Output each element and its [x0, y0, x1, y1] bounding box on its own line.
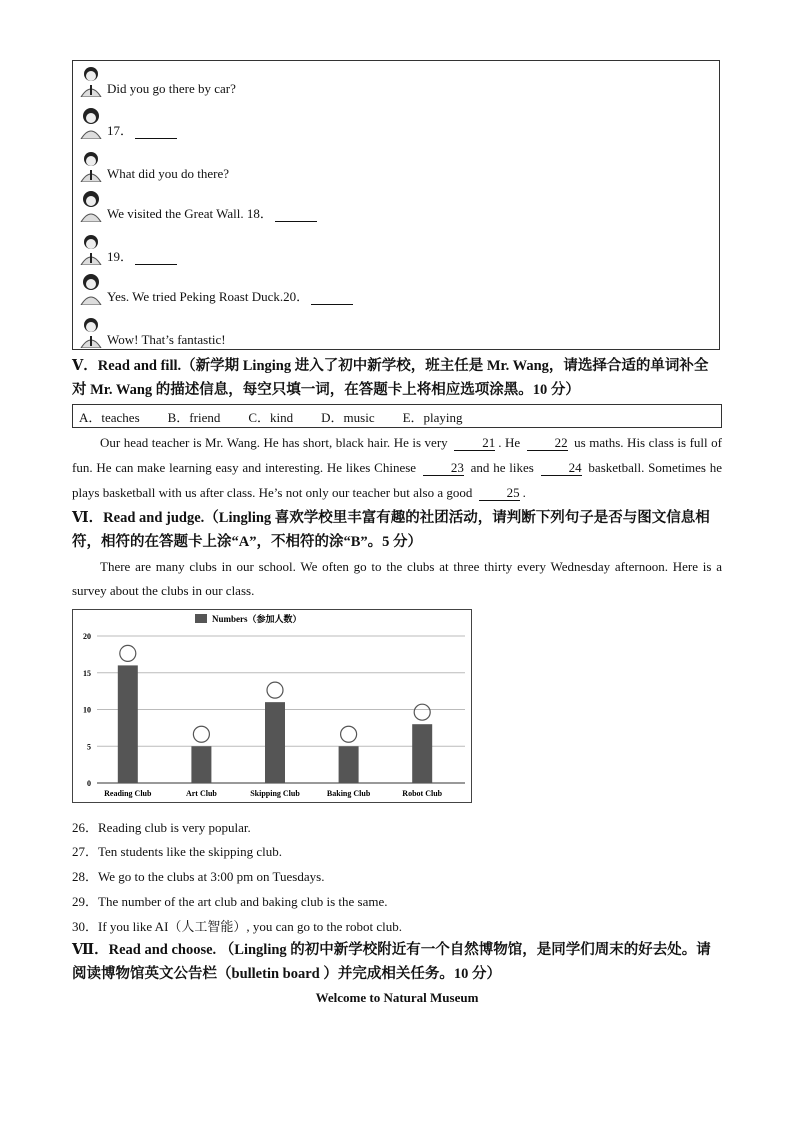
chart-svg [73, 610, 471, 802]
passage-text: . [522, 485, 526, 500]
dialog-line [79, 231, 177, 265]
dialog-text: Yes. We tried Peking Roast Duck.20． [107, 289, 310, 304]
girl-avatar-icon [79, 273, 103, 305]
dialog-text: Did you go there by car? [107, 81, 236, 96]
passage-text: and he likes [466, 460, 538, 475]
x-tick-label: Robot Club [402, 789, 443, 798]
bar-baking-club [339, 746, 359, 783]
section-6-intro: There are many clubs in our school. We often go to the clubs at three thirty every Wednesday afternoon. Here is a survey about the clubs in our class. [72, 559, 722, 598]
y-tick-label: 20 [83, 632, 91, 641]
dialog-box [72, 60, 720, 350]
x-tick-label: Skipping Club [250, 789, 300, 798]
club-bar-chart [72, 609, 472, 803]
x-tick-label: Reading Club [104, 789, 152, 798]
x-tick-label: Art Club [185, 789, 217, 798]
y-tick-label: 10 [83, 705, 91, 715]
blank-24: 24 [541, 461, 582, 476]
bar-reading-club [118, 665, 138, 783]
boy-avatar-icon [79, 316, 103, 348]
blank-21: 21 [454, 436, 495, 451]
club-icon [414, 704, 430, 720]
question-27: 27．Ten students like the skipping club. [72, 844, 282, 859]
option-a: A．teaches [79, 409, 140, 425]
dialog-text: Wow! That’s fantastic! [107, 332, 226, 347]
legend-swatch [195, 614, 207, 623]
option-d: D．music [321, 409, 375, 425]
y-tick-label: 0 [87, 779, 91, 788]
passage-text: basketball. Sometimes he plays basketball with us after class. He’s not only our teacher but also a good [72, 460, 723, 500]
bar-skipping-club [265, 702, 285, 783]
y-tick-label: 15 [83, 668, 91, 678]
option-b: B．friend [167, 409, 221, 425]
answer-blank [275, 209, 317, 222]
answer-blank [135, 252, 177, 265]
girl-avatar-icon [79, 107, 103, 139]
dialog-line [79, 63, 236, 97]
question-29: 29．The number of the art club and baking club is the same. [72, 894, 388, 909]
x-tick-label: Baking Club [326, 789, 371, 798]
section-5-passage [72, 430, 722, 505]
passage-text: . He [498, 435, 524, 450]
question-28: 28．We go to the clubs at 3:00 pm on Tuesdays. [72, 869, 325, 884]
option-e: E．playing [402, 409, 463, 425]
options-box [72, 404, 722, 428]
passage-text: Our head teacher is Mr. Wang. He has short, black hair. He is very [100, 435, 452, 450]
section-7-heading: Ⅶ．Read and choose. （Lingling 的初中新学校附近有一个自然博物馆，是同学们周末的好去处。请阅读博物馆英文公告栏（bulletin board ）并完成相关任务。10 分） [72, 942, 711, 982]
y-tick-label: 5 [87, 742, 91, 752]
answer-blank [135, 126, 177, 139]
club-icon [341, 726, 357, 742]
club-icon [267, 682, 283, 698]
bar-robot-club [412, 724, 432, 783]
club-icon [193, 726, 209, 742]
girl-avatar-icon [79, 190, 103, 222]
option-c: C．kind [248, 409, 294, 425]
passage-text: us maths. His class is full of fun. He can make learning easy and interesting. He likes Chinese [72, 435, 722, 475]
section-5-heading: Ⅴ．Read and fill.（新学期 Linging 进入了初中新学校，班主任是 Mr. Wang，请选择合适的单词补全对 Mr. Wang 的描述信息，每空只填一词，在答题卡上将相应选项涂黑。10 分） [72, 358, 709, 398]
section-6-heading: Ⅵ．Read and judge.（Lingling 喜欢学校里丰富有趣的社团活动，请判断下列句子是否与图文信息相符，相符的在答题卡上涂“A”，不相符的涂“B”。5 分） [72, 510, 710, 550]
question-30: 30．If you like AI（人工智能）, you can go to the robot club. [72, 919, 403, 934]
club-icon [120, 645, 136, 661]
boy-avatar-icon [79, 150, 103, 182]
question-26: 26．Reading club is very popular. [72, 820, 251, 835]
answer-blank [311, 292, 353, 305]
dialog-text: 19． [107, 249, 134, 264]
dialog-line [79, 105, 177, 139]
dialog-line [79, 188, 317, 222]
dialog-text: 17． [107, 123, 134, 138]
dialog-text: We visited the Great Wall. 18． [107, 206, 273, 221]
boy-avatar-icon [79, 233, 103, 265]
blank-25: 25 [479, 486, 520, 501]
boy-avatar-icon [79, 65, 103, 97]
museum-title: Welcome to Natural Museum [315, 990, 479, 1005]
blank-23: 23 [423, 461, 464, 476]
dialog-text: What did you do there? [107, 166, 230, 181]
legend-label: Numbers（参加人数） [212, 614, 302, 624]
dialog-line [79, 314, 226, 348]
blank-22: 22 [527, 436, 568, 451]
bar-art-club [191, 746, 211, 783]
dialog-line [79, 271, 353, 305]
dialog-line [79, 148, 229, 182]
